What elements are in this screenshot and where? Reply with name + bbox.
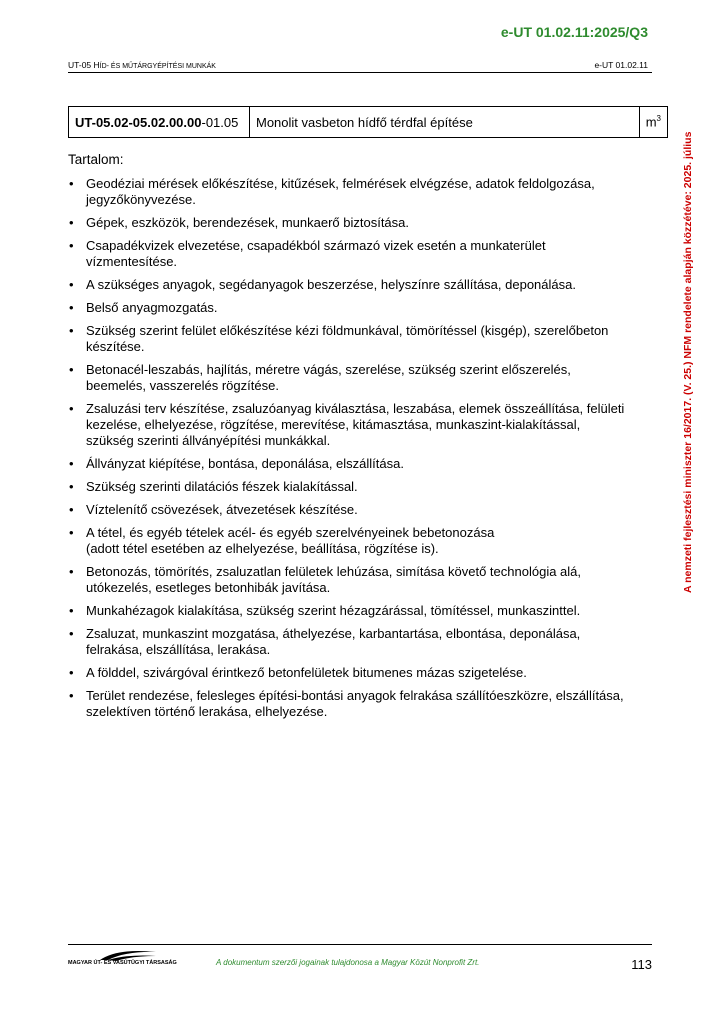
bullet-item: • Csapadékvizek elvezetése, csapadékból származó vizek esetén a munkaterület vízmentesítése.: [68, 238, 628, 270]
header-section-name: ÍD- ÉS MŰTÁRGYÉPÍTÉSI MUNKÁK: [99, 63, 216, 70]
bullet-item: • A tétel, és egyéb tételek acél- és egyéb szerelvényeinek bebetonozása (adott tétel esetében az elhelyezése, beállítása, rögzítése is).: [68, 525, 628, 557]
bullet-item: • Víztelenítő csövezések, átvezetések készítése.: [68, 502, 628, 518]
header-divider: [68, 72, 652, 73]
page-number: 113: [631, 957, 652, 972]
bullet-item: • Geodéziai mérések előkészítése, kitűzések, felmérések elvégzése, adatok feldolgozása, jegyzőkönyvezése.: [68, 176, 628, 208]
item-unit-cell: [639, 107, 667, 138]
bullet-item: • Zsaluzat, munkaszint mozgatása, áthelyezése, karbantartása, elbontása, deponálása, felrakása, elszállítása, lerakása.: [68, 626, 628, 658]
item-code-cell: [69, 107, 250, 138]
item-code-main: UT-05.02-05.02.00.00: [75, 114, 202, 130]
content-bullet-list: [68, 176, 628, 727]
header-section-code: UT-05 H: [68, 60, 100, 70]
header-document-id: e-UT 01.02.11: [594, 60, 648, 70]
bullet-item: • Belső anyagmozgatás.: [68, 300, 628, 316]
logo-text: MAGYAR ÚT- ÉS VASÚTÜGYI TÁRSASÁG: [68, 960, 177, 966]
bullet-item: • Munkahézagok kialakítása, szükség szerint hézagzárással, tömítéssel, munkaszinttel.: [68, 603, 628, 619]
header-section-title: [68, 60, 216, 70]
bullet-item: • Betonacél-leszabás, hajlítás, méretre vágás, szerelése, szükség szerint előszerelés, beemelés, vasszerelés rögzítése.: [68, 362, 628, 394]
bullet-item: • Zsaluzási terv készítése, zsaluzóanyag kiválasztása, leszabása, elemek összeállítása, felületi kezelése, elhelyezése, rögzítése, merevítése, kitámasztása, munkaszint-kialakítással, szükség szerinti állványépítési munkákkal.: [68, 401, 628, 449]
unit-symbol: m: [645, 114, 657, 130]
item-code-suffix: -01.05: [201, 114, 239, 130]
item-row: [69, 107, 668, 138]
publication-side-note: A nemzeti fejlesztési miniszter 16/2017. (V. 25.) NFM rendelete alapján közzétéve: 2025. július: [682, 131, 694, 593]
bullet-item: • Szükség szerinti dilatációs fészek kialakítással.: [68, 479, 628, 495]
copyright-notice: A dokumentum szerzői jogainak tulajdonosa a Magyar Közút Nonprofit Zrt.: [216, 958, 480, 967]
bullet-item: • Állványzat kiépítése, bontása, deponálása, elszállítása.: [68, 456, 628, 472]
bullet-item: • A szükséges anyagok, segédanyagok beszerzése, helyszínre szállítása, deponálása.: [68, 277, 628, 293]
bullet-item: • Gépek, eszközök, berendezések, munkaerő biztosítása.: [68, 215, 628, 231]
document-code: e-UT 01.02.11:2025/Q3: [500, 24, 648, 40]
item-name-cell: Monolit vasbeton hídfő térdfal építése: [250, 107, 640, 138]
unit-exponent: 3: [656, 114, 661, 124]
bullet-item: • Betonozás, tömörítés, zsaluzatlan felületek lehúzása, simítása követő technológia alá, utókezelés, esetleges betonhibák javítása.: [68, 564, 628, 596]
bullet-item: • A földdel, szivárgóval érintkező betonfelületek bitumenes mázas szigetelése.: [68, 665, 628, 681]
footer-divider: [68, 944, 652, 945]
bullet-item: • Szükség szerint felület előkészítése kézi földmunkával, tömörítéssel (kisgép), szerelőbeton készítése.: [68, 323, 628, 355]
company-logo: [68, 948, 208, 972]
bullet-item: • Terület rendezése, felesleges építési-bontási anyagok felrakása szállítóeszközre, elszállítása, szelektíven történő lerakása, elhelyezése.: [68, 688, 628, 720]
content-heading: Tartalom:: [68, 152, 124, 167]
item-table: [68, 106, 668, 138]
